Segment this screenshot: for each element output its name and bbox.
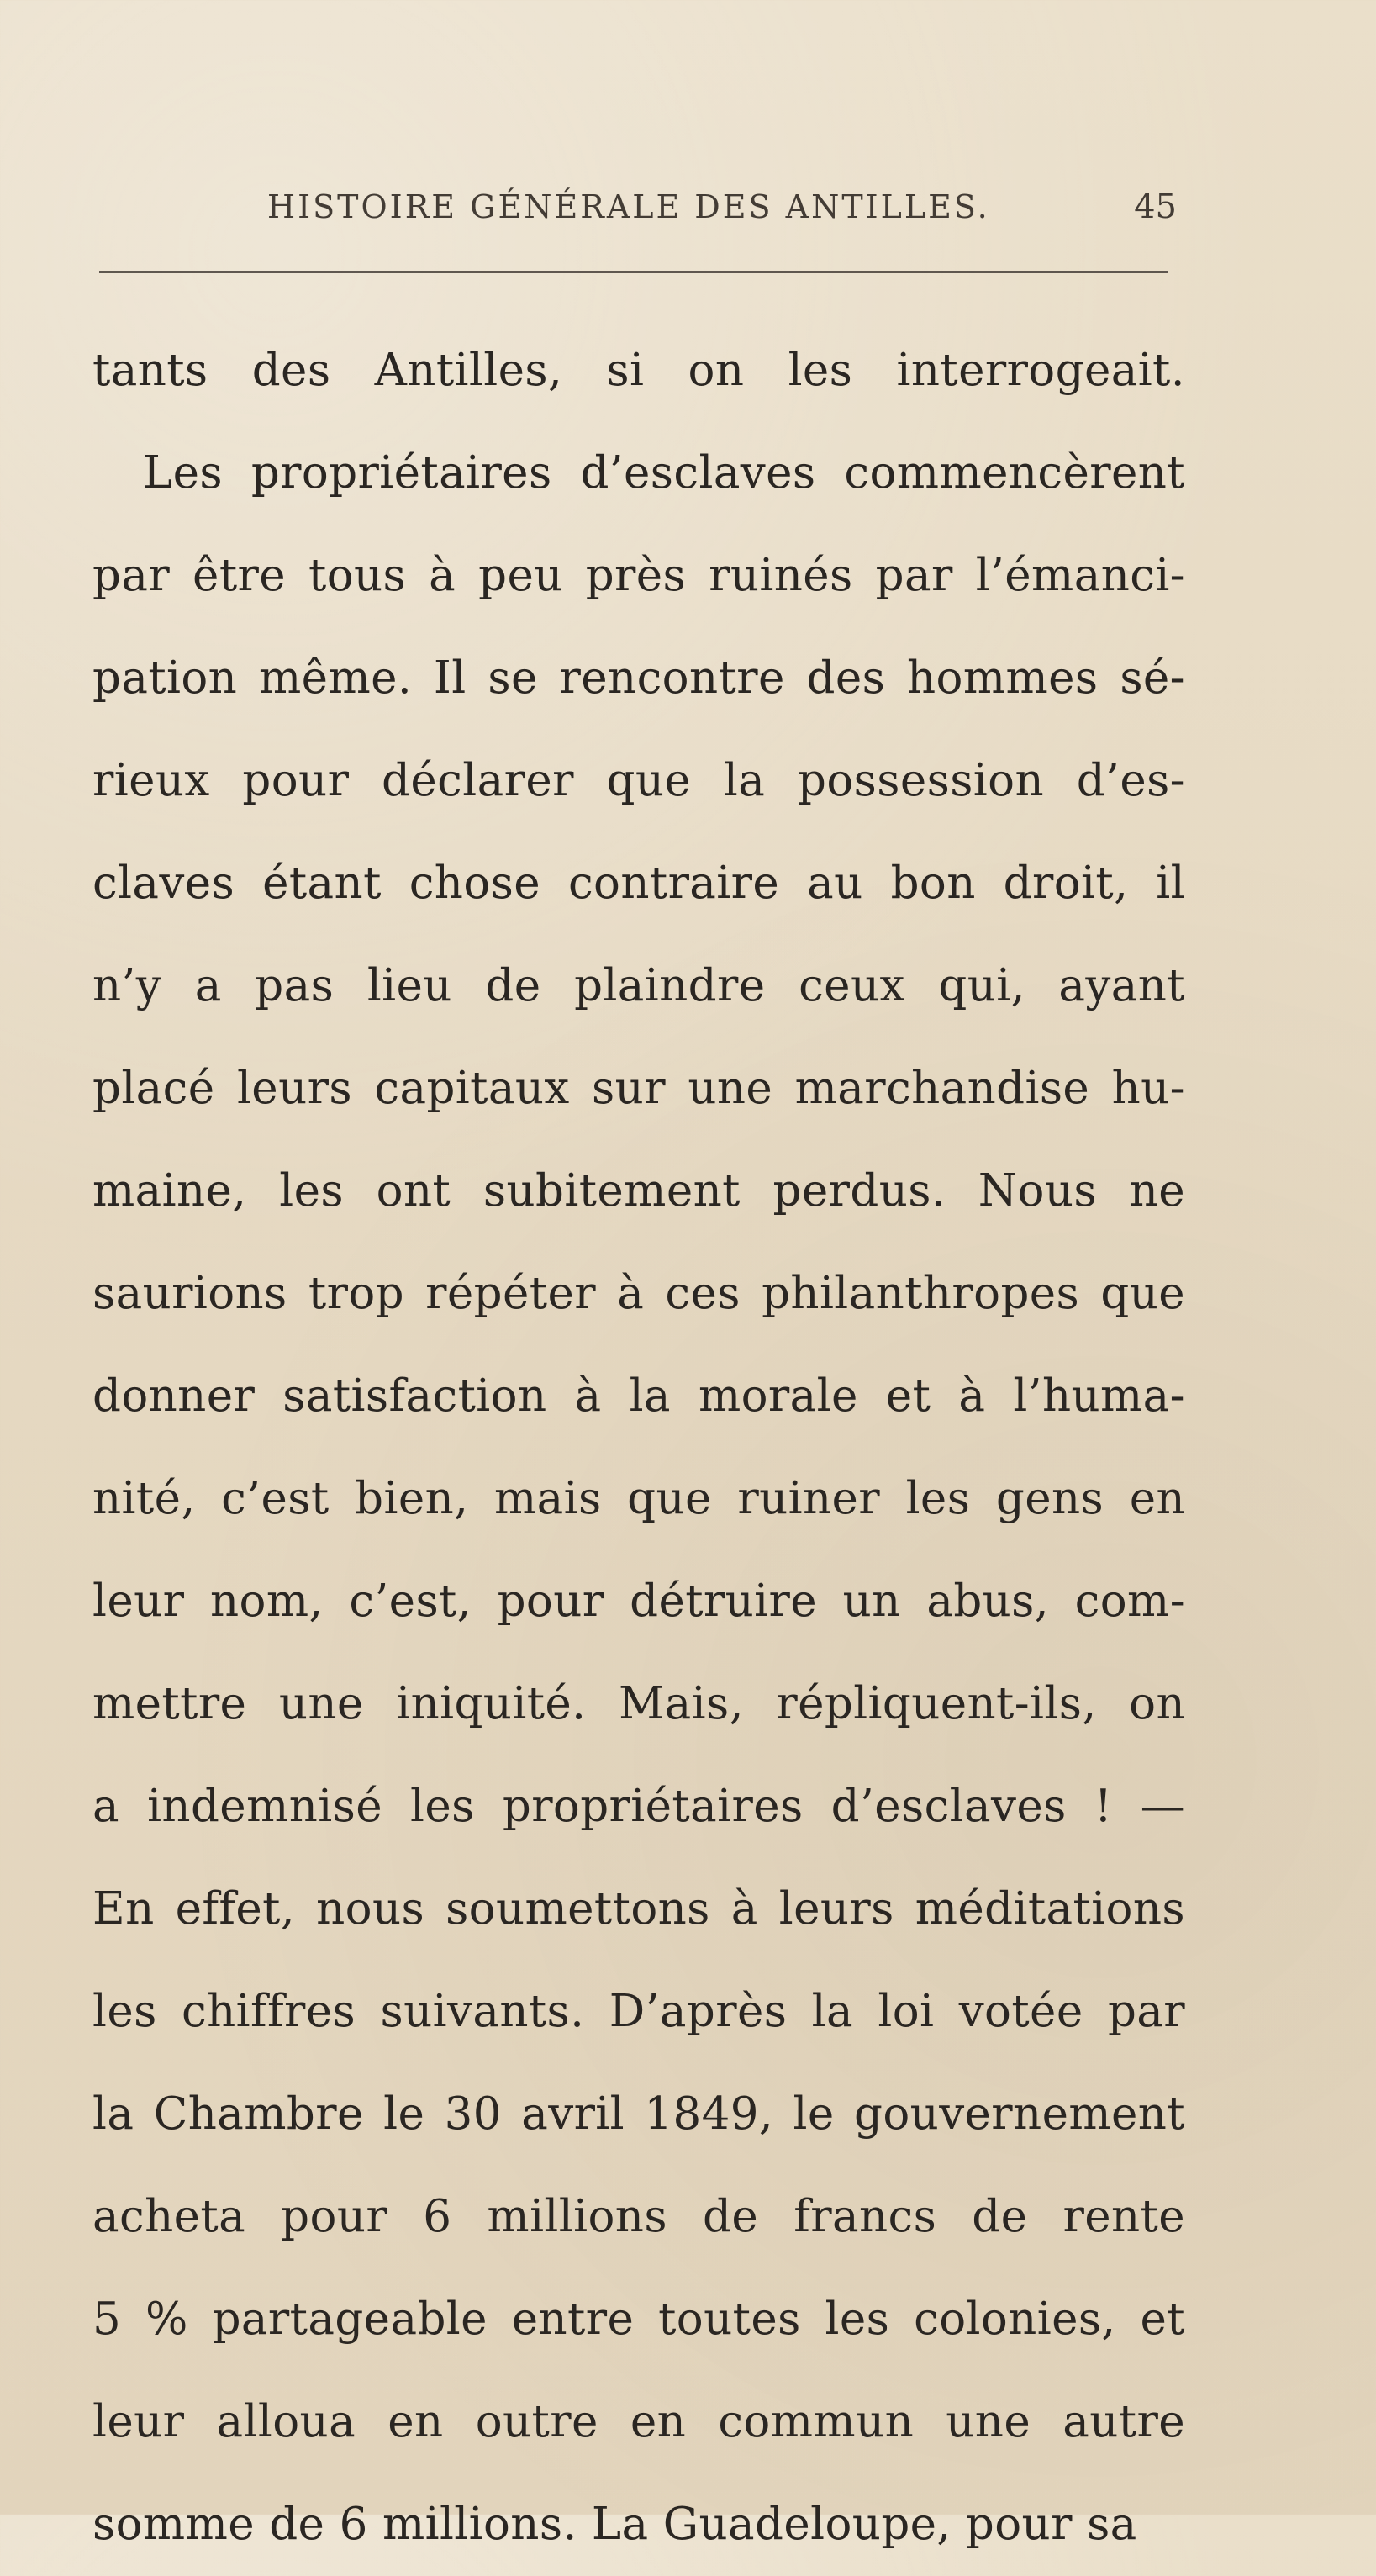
body-text: [92, 319, 1185, 2576]
text-line-13: leur nom, c’est, pour détruire un abus, com-: [92, 1576, 1185, 1627]
text-line-11: donner satisfaction à la morale et à l’huma-: [92, 1370, 1185, 1422]
text-line-10: saurions trop répéter à ces philanthropes que: [92, 1268, 1185, 1319]
text-line-20: 5 % partageable entre toutes les colonies, et: [92, 2294, 1185, 2345]
text-line-8: placé leurs capitaux sur une marchandise hu-: [92, 1063, 1185, 1114]
text-line-1: tants des Antilles, si on les interrogeait.: [92, 345, 1185, 396]
text-line-18: la Chambre le 30 avril 1849, le gouvernement: [92, 2088, 1185, 2140]
text-line-14: mettre une iniquité. Mais, répliquent-ils, on: [92, 1678, 1185, 1729]
text-line-2: Les propriétaires d’esclaves commencèrent: [143, 447, 1185, 499]
page-number: 45: [1134, 187, 1177, 226]
text-line-19: acheta pour 6 millions de francs de rente: [92, 2191, 1185, 2242]
text-line-17: les chiffres suivants. D’après la loi votée par: [92, 1986, 1185, 2037]
text-line-22: somme de 6 millions. La Guadeloupe, pour sa: [92, 2499, 1137, 2550]
text-line-5: rieux pour déclarer que la possession d’es-: [92, 755, 1185, 806]
text-line-9: maine, les ont subitement perdus. Nous ne: [92, 1165, 1185, 1217]
text-line-6: claves étant chose contraire au bon droit, il: [92, 858, 1185, 909]
text-line-16: En effet, nous soumettons à leurs méditations: [92, 1883, 1185, 1935]
text-line-4: pation même. Il se rencontre des hommes sé-: [92, 652, 1185, 704]
text-line-15: a indemnisé les propriétaires d’esclaves ! —: [92, 1781, 1185, 1832]
text-line-12: nité, c’est bien, mais que ruiner les gens en: [92, 1473, 1185, 1524]
text-line-3: par être tous à peu près ruinés par l’émanci-: [92, 550, 1185, 601]
header-rule: [99, 271, 1168, 273]
running-head: [267, 182, 1177, 232]
running-title: HISTOIRE GÉNÉRALE DES ANTILLES.: [267, 188, 990, 225]
text-line-7: n’y a pas lieu de plaindre ceux qui, ayant: [92, 960, 1185, 1011]
text-line-21: leur alloua en outre en commun une autre: [92, 2396, 1185, 2447]
